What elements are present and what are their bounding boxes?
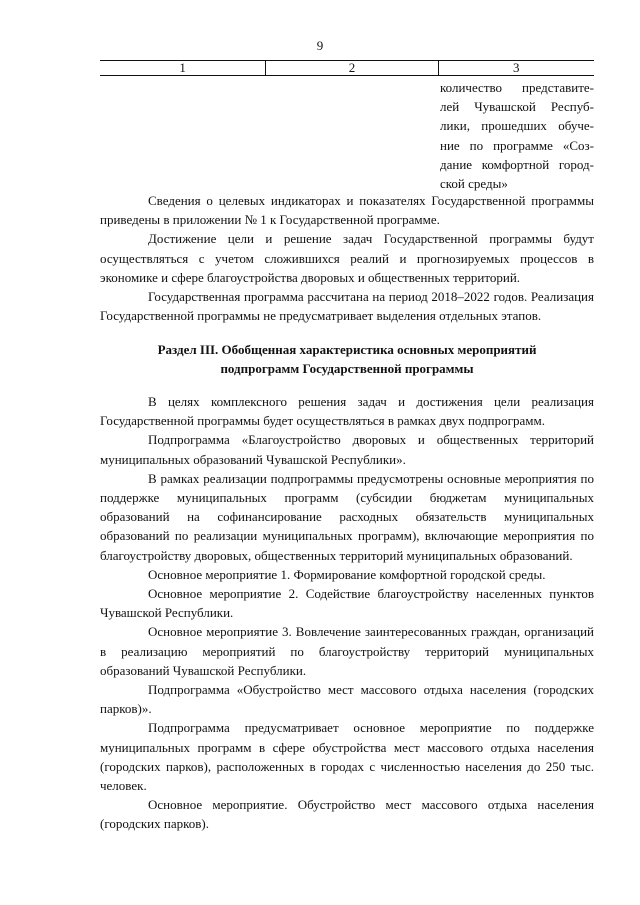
section-body bbox=[100, 392, 594, 834]
paragraph: Основное мероприятие 1. Формирование комфортной городской среды. bbox=[148, 566, 546, 582]
table-cell-text bbox=[440, 78, 594, 193]
paragraph: Сведения о целевых индикаторах и показателях Государственной программы приведены в приложении № 1 к Государственной программе. bbox=[100, 193, 594, 228]
paragraph: Подпрограмма предусматривает основное мероприятие по поддержке муниципальных программ в сфере обустройства мест массового отдыха населения (городских парков), расположенных в городах с численностью населения до 250 тыс. человек. bbox=[100, 720, 594, 794]
column-2-header: 2 bbox=[266, 61, 438, 76]
table-header bbox=[100, 60, 594, 76]
table-cell-line: ской среды» bbox=[440, 176, 508, 192]
paragraph: В целях комплексного решения задач и достижения цели реализация Государственной программы будет осуществляться в рамках двух подпрограмм. bbox=[100, 394, 594, 429]
table-cell-line: количество представите- bbox=[440, 80, 594, 95]
column-1-header: 1 bbox=[100, 61, 266, 76]
section-title bbox=[100, 340, 594, 378]
paragraph: В рамках реализации подпрограммы предусмотрены основные мероприятия по поддержке муниципальных программ (субсидии бюджетам муниципальных образований на софинансирование расходных обязательств муниципальных образований по реализации муниципальных программ), включающие мероприятия по благоустройству дворовых, общественных территорий муниципальных образований. bbox=[100, 470, 594, 563]
paragraph: Государственная программа рассчитана на период 2018–2022 годов. Реализация Государственной программы не предусматривает выделения отдельных этапов. bbox=[100, 289, 594, 324]
paragraph: Подпрограмма «Благоустройство дворовых и общественных территорий муниципальных образований Чувашской Республики». bbox=[100, 432, 594, 467]
paragraph: Основное мероприятие. Обустройство мест массового отдыха населения (городских парков). bbox=[100, 797, 594, 832]
paragraph: Основное мероприятие 3. Вовлечение заинтересованных граждан, организаций в реализацию мероприятий по благоустройству территорий муниципальных образований Чувашской Республики. bbox=[100, 624, 594, 678]
table-cell-line: лики, прошедших обуче- bbox=[440, 118, 594, 134]
table-cell-line: ние по программе «Соз- bbox=[440, 137, 594, 153]
page-number: 9 bbox=[316, 38, 324, 53]
intro-text bbox=[100, 191, 594, 325]
paragraph: Достижение цели и решение задач Государственной программы будут осуществляться с учетом сложившихся реалий и прогнозируемых процессов в экономике и сфере благоустройства дворовых и общественных территорий. bbox=[100, 231, 594, 285]
paragraph: Основное мероприятие 2. Содействие благоустройству населенных пунктов Чувашской Республики. bbox=[100, 586, 594, 621]
section-title-line: подпрограмм Государственной программы bbox=[220, 361, 474, 377]
paragraph: Подпрограмма «Обустройство мест массового отдыха населения (городских парков)». bbox=[100, 682, 594, 717]
section-title-line: Раздел III. Обобщенная характеристика основных мероприятий bbox=[157, 342, 537, 357]
table-cell-line: лей Чувашской Респуб- bbox=[440, 99, 594, 115]
table-cell-line: дание комфортной город- bbox=[440, 156, 594, 172]
column-3-header: 3 bbox=[438, 61, 594, 76]
